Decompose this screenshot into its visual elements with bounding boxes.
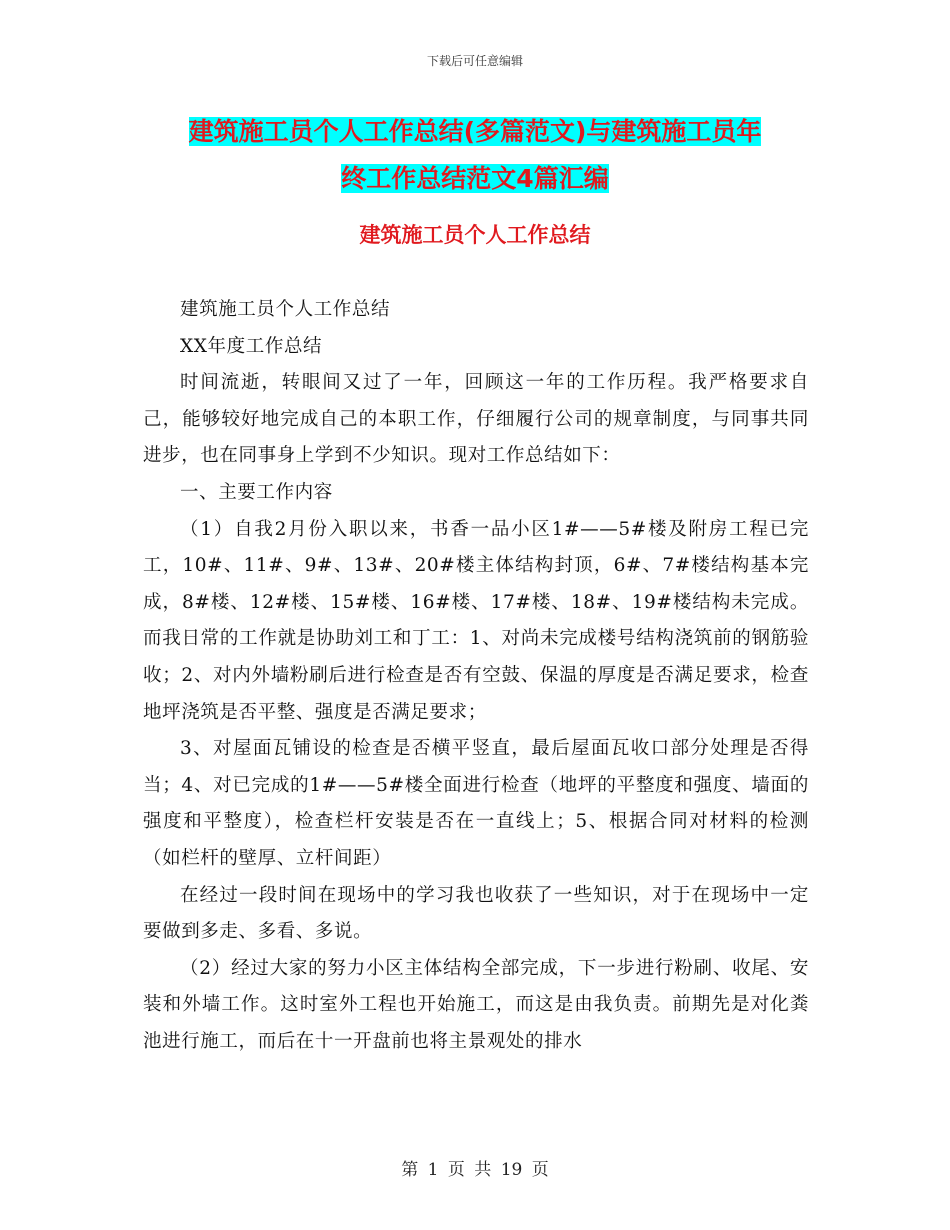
document-title-line-1: 建筑施工员个人工作总结(多篇范文)与建筑施工员年 [188,117,762,146]
document-title [142,108,808,202]
paragraph: XX年度工作总结 [180,335,323,357]
paragraph: （2）经过大家的努力小区主体结构全部完成，下一步进行粉刷、收尾、安装和外墙工作。这时室外工程也开始施工，而这是由我负责。前期先是对化粪池进行施工，而后在十一开盘前也将主景观处的排水 [143,957,809,1052]
paragraph: 建筑施工员个人工作总结 [180,299,391,320]
paragraph: 3、对屋面瓦铺设的检查是否横平竖直，最后屋面瓦收口部分处理是否得当；4、对已完成的1#——5#楼全面进行检查（地坪的平整度和强度、墙面的强度和平整度），检查栏杆安装是否在一直线上；5、根据合同对材料的检测（如栏杆的壁厚、立杆间距） [143,738,809,869]
paragraph: 时间流逝，转眼间又过了一年，回顾这一年的工作历程。我严格要求自己，能够较好地完成自己的本职工作，仔细履行公司的规章制度，与同事共同进步，也在同事身上学到不少知识。现对工作总结如下： [143,372,809,467]
document-body [143,292,809,1060]
section-title: 建筑施工员个人工作总结 [359,223,591,247]
document-title-line-2: 终工作总结范文4篇汇编 [341,164,609,193]
paragraph: 在经过一段时间在现场中的学习我也收获了一些知识，对于在现场中一定要做到多走、多看、多说。 [143,884,809,943]
page-header-note: 下载后可任意编辑 [426,54,523,68]
paragraph: （1）自我2月份入职以来，书香一品小区1#——5#楼及附房工程已完工，10#、11#、9#、13#、20#楼主体结构封顶，6#、7#楼结构基本完成，8#楼、12#楼、15#楼、16#楼、17#楼、18#、19#楼结构未完成。而我日常的工作就是协助刘工和丁工：1、对尚未完成楼号结构浇筑前的钢筋验收；2、对内外墙粉刷后进行检查是否有空鼓、保温的厚度是否满足要求，检查地坪浇筑是否平整、强度是否满足要求； [143,518,809,723]
paragraph: 一、主要工作内容 [180,481,333,503]
page-number: 第 1 页 共 19 页 [401,1160,549,1180]
